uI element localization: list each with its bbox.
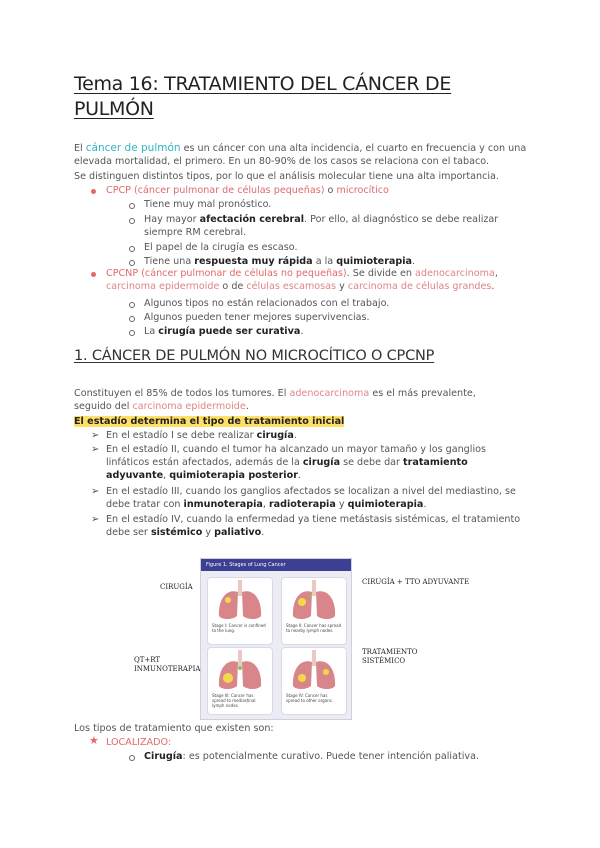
page-title: Tema 16: TRATAMIENTO DEL CÁNCER DE PULMÓN <box>74 73 452 120</box>
cpcp-term: CPCP (cáncer pulmonar de células pequeñas) <box>106 185 325 196</box>
text: se debe dar <box>340 457 404 469</box>
text: a la <box>312 256 337 267</box>
lungs-illustration <box>208 578 272 622</box>
bold-text: paliativo <box>214 527 262 539</box>
cpcnp-sub3 <box>144 325 544 338</box>
cpcnp-sub1: Algunos tipos no están relacionados con el trabajo. <box>144 298 390 309</box>
figure-panel-stage-2 <box>281 577 347 645</box>
localizado-sub1 <box>144 750 544 763</box>
lungs-illustration <box>282 578 346 622</box>
label-sistemico: SISTÉMICO <box>362 657 406 665</box>
bold-text: inmunoterapia <box>183 499 263 511</box>
text: . Se divide en <box>346 268 415 279</box>
figure-caption: Stage I: Cancer is confined to the lung. <box>212 623 266 633</box>
label-cirugia-adyuvante: CIRUGÍA + TTO ADYUVANTE <box>362 578 470 586</box>
bullet-dot <box>91 189 96 194</box>
text: , <box>163 470 170 482</box>
text: Tiene una <box>144 256 195 267</box>
microcitico-term: microcítico <box>336 185 389 196</box>
bold-text: quimioterapia <box>336 256 413 267</box>
bold-text: cirugía <box>256 430 294 441</box>
stage-item-2 <box>106 443 531 483</box>
text: o <box>324 185 337 196</box>
text: : es potencialmente curativo. Puede tener intención paliativa. <box>182 751 480 762</box>
sub-bullet <box>129 218 135 224</box>
arrow-bullet-icon: ➢ <box>91 514 100 525</box>
text: En el estadío IV, cuando la enfermedad ya tiene metástasis sistémicas, el tratamiento debe ser <box>106 514 521 539</box>
bold-text: Cirugía <box>144 751 183 762</box>
bold-text: radioterapia <box>268 499 336 511</box>
tipos-intro: Los tipos de tratamiento que existen son: <box>74 723 274 734</box>
bold-text: cirugía puede ser curativa <box>158 326 301 337</box>
text: . Por ello, al diagnóstico se debe realizar siempre RM cerebral. <box>144 214 499 239</box>
figure-caption: Stage II: Cancer has spread to nearby lymph nodes. <box>286 623 342 633</box>
text: En el estadío I se debe realizar <box>106 430 257 441</box>
text: Constituyen el 85% de todos los tumores. El <box>74 388 290 399</box>
text: y <box>202 527 215 539</box>
label-qt-rt: QT+RT <box>134 656 161 664</box>
text: y <box>336 281 348 293</box>
text: es un cáncer con una alta incidencia, el cuarto en frecuencia y con una elevada mortalidad, el primero. En un 80-90% de los casos se relaciona con el tabaco. <box>74 143 527 168</box>
cpcnp-sub2: Algunos pueden tener mejores supervivencias. <box>144 312 370 323</box>
sub-bullet <box>129 260 135 266</box>
bold-text: cirugía <box>302 457 341 469</box>
cpcnp-term: CPCNP (cáncer pulmonar de células no pequeñas) <box>106 268 347 279</box>
text: . <box>261 527 265 539</box>
cpcp-sub3: El papel de la cirugía es escaso. <box>144 242 298 253</box>
arrow-bullet-icon: ➢ <box>91 486 100 497</box>
text: . <box>423 499 427 511</box>
figure-caption: Stage IV: Cancer has spread to other organs. <box>286 693 334 703</box>
label-tratamiento: TRATAMIENTO <box>362 648 418 656</box>
text: Hay mayor <box>144 214 200 225</box>
adenocarcinoma-term: adenocarcinoma <box>415 268 495 279</box>
epidermoide-term: carcinoma epidermoide <box>106 281 220 293</box>
star-bullet-icon: ★ <box>89 734 99 747</box>
bold-text: respuesta muy rápida <box>194 256 313 267</box>
bold-text: afectación cerebral <box>199 214 305 225</box>
text: . <box>245 401 249 413</box>
stage-highlight <box>74 415 534 428</box>
arrow-bullet-icon: ➢ <box>91 430 100 441</box>
text: . <box>297 470 301 482</box>
cpcp-sub2 <box>144 213 529 239</box>
text: es el más prevalente, seguido del <box>74 388 476 413</box>
lung-stages-figure <box>200 558 352 720</box>
sub-bullet <box>129 755 135 761</box>
text: . <box>412 256 416 267</box>
stage-item-1 <box>106 429 536 442</box>
sub-bullet <box>129 330 135 336</box>
bold-text: tratamiento adyuvante <box>106 457 468 482</box>
cpcnp-heading <box>106 267 538 293</box>
bold-text: quimioterapia posterior <box>169 470 298 482</box>
localizado-heading: LOCALIZADO: <box>106 737 172 748</box>
text: . <box>293 430 297 441</box>
text: La <box>144 326 159 337</box>
text: o de <box>219 281 247 293</box>
figure-panel-stage-3 <box>207 647 273 715</box>
figure-panel-stage-1 <box>207 577 273 645</box>
label-cirugia: CIRUGÍA <box>160 583 193 591</box>
cpcp-heading <box>106 184 546 197</box>
text: , <box>262 499 269 511</box>
figure-header <box>201 559 351 571</box>
text: . <box>300 326 304 337</box>
sub-bullet <box>129 246 135 252</box>
sub-bullet <box>129 316 135 322</box>
text: y <box>335 499 348 511</box>
text: En el estadío II, cuando el tumor ha alcanzado un mayor tamaño y los ganglios linfáticos están afectados, además de la <box>106 444 486 469</box>
celulas-grandes-term: carcinoma de células grandes <box>347 281 492 293</box>
intro-paragraph <box>74 142 534 168</box>
stage-item-3 <box>106 485 531 511</box>
lungs-illustration <box>208 648 272 692</box>
section1-paragraph <box>74 387 514 413</box>
figure-panel-stage-4 <box>281 647 347 715</box>
highlighted-text: El estadío determina el tipo de tratamiento inicial <box>74 416 345 427</box>
figure-caption: Stage III: Cancer has spread to mediastinal lymph nodes. <box>212 693 256 708</box>
label-inmunoterapia: INMUNOTERAPIA <box>134 665 201 673</box>
text: . <box>491 281 495 293</box>
escamosas-term: células escamosas <box>246 281 337 293</box>
arrow-bullet-icon: ➢ <box>91 444 100 455</box>
sub-bullet <box>129 302 135 308</box>
bullet-dot <box>91 272 96 277</box>
epidermoide-term: carcinoma epidermoide <box>132 401 246 413</box>
intro-types-paragraph: Se distinguen distintos tipos, por lo que el análisis molecular tiene una alta importancia. <box>74 171 499 182</box>
lungs-illustration <box>282 648 346 692</box>
adenocarcinoma-term: adenocarcinoma <box>289 388 370 399</box>
bold-text: sistémico <box>150 527 203 539</box>
term-lung-cancer: cáncer de pulmón <box>85 142 181 154</box>
text: El <box>74 143 86 154</box>
stage-item-4 <box>106 513 536 539</box>
cpcp-sub1: Tiene muy mal pronóstico. <box>144 199 272 210</box>
bold-text: quimioterapia <box>347 499 424 511</box>
text: En el estadío III, cuando los ganglios afectados se localizan a nivel del mediastino, se debe tratar con <box>106 486 516 511</box>
sub-bullet <box>129 203 135 209</box>
section-heading: 1. CÁNCER DE PULMÓN NO MICROCÍTICO O CPCNP <box>74 348 435 364</box>
figure-title: Figure 1. Stages of Lung Cancer <box>206 562 286 568</box>
text: , <box>494 268 498 279</box>
